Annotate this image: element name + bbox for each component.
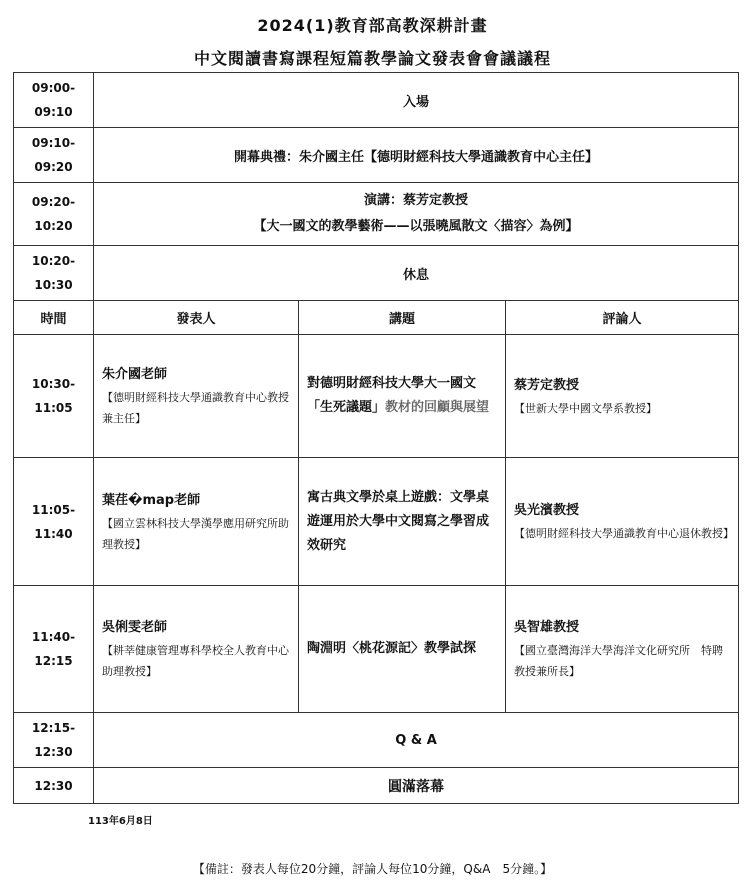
time-cell xyxy=(14,713,94,768)
session-row-keynote xyxy=(14,183,739,246)
commentator-name: 吳智雄教授 xyxy=(514,620,580,635)
session-title: Q & A xyxy=(94,713,739,768)
column-header-presenter: 發表人 xyxy=(94,301,299,335)
time-start: 10:30- xyxy=(31,377,76,391)
column-header-topic: 講題 xyxy=(299,301,506,335)
time-end: 12:30 xyxy=(34,745,73,759)
time-cell xyxy=(14,458,94,586)
agenda-title-line2: 中文閱讀書寫課程短篇教學論文發表會會議議程 xyxy=(193,49,551,68)
presenter-name: 葉荏�map老師 xyxy=(102,492,201,508)
time-cell xyxy=(14,128,94,183)
presentation-row xyxy=(14,335,739,458)
session-row-qa xyxy=(14,713,739,768)
time-end: 11:05 xyxy=(34,401,73,415)
time-cell xyxy=(14,586,94,713)
keynote-cell xyxy=(94,183,739,246)
time-cell xyxy=(14,335,94,458)
agenda-title-line1: 2024(1)教育部高教深耕計畫 xyxy=(257,16,488,35)
time-end: 10:30 xyxy=(34,278,73,292)
session-title: 開幕典禮：朱介國主任【德明財經科技大學通識教育中心主任】 xyxy=(94,128,739,183)
topic-text: 寓古典文學於桌上遊戲：文學桌遊運用於大學中文閱寫之學習成效研究 xyxy=(307,489,490,553)
presenter-affiliation: 【國立雲林科技大學漢學應用研究所助理教授】 xyxy=(102,516,289,551)
commentator-name: 蔡芳定教授 xyxy=(514,377,580,393)
topic-text: 對德明財經科技大學大一國文「生死議題」 xyxy=(307,376,477,415)
session-title: 休息 xyxy=(94,246,739,301)
presenter-cell xyxy=(94,586,299,713)
session-row-break xyxy=(14,246,739,301)
document-date: 113年6月8日 xyxy=(88,816,153,827)
commentator-cell xyxy=(506,335,739,458)
time-end: 11:40 xyxy=(34,526,73,541)
topic-cell xyxy=(299,458,506,586)
time-end: 12:15 xyxy=(34,654,73,668)
column-header-row xyxy=(14,301,739,335)
session-row-opening xyxy=(14,128,739,183)
time-end: 09:10 xyxy=(34,105,73,119)
time-start: 12:15- xyxy=(31,721,76,735)
topic-cell xyxy=(299,586,506,713)
time-cell xyxy=(14,183,94,246)
time-start: 11:05- xyxy=(31,502,76,517)
presentation-row xyxy=(14,458,739,586)
time-start: 10:20- xyxy=(31,254,76,268)
time-end: 10:20 xyxy=(34,219,73,233)
time-start: 09:10- xyxy=(31,136,76,150)
time-end: 09:20 xyxy=(34,160,73,174)
presenter-affiliation: 【德明財經科技大學通識教育中心教授兼主任】 xyxy=(102,391,289,425)
commentator-affiliation: 【世新大學中國文學系教授】 xyxy=(514,401,657,415)
presenter-name: 吳俐雯老師 xyxy=(102,620,168,635)
commentator-affiliation: 【德明財經科技大學通識教育中心退休教授】 xyxy=(514,527,734,540)
commentator-name: 吳光濱教授 xyxy=(514,503,580,518)
session-title: 入場 xyxy=(94,73,739,128)
commentator-cell xyxy=(506,586,739,713)
session-title: 圓滿落幕 xyxy=(94,768,739,804)
presenter-cell xyxy=(94,335,299,458)
presenter-name: 朱介國老師 xyxy=(102,367,168,382)
time-start: 11:40- xyxy=(31,630,76,644)
session-row-entrance xyxy=(14,73,739,128)
commentator-cell xyxy=(506,458,739,586)
keynote-speaker: 演講：蔡芳定教授 xyxy=(364,193,469,208)
presentation-row xyxy=(14,586,739,713)
presenter-affiliation: 【耕莘健康管理專科學校全人教育中心助理教授】 xyxy=(102,644,289,678)
keynote-topic: 【大一國文的教學藝術——以張曉風散文〈描容〉為例】 xyxy=(253,219,579,234)
commentator-affiliation: 【國立臺灣海洋大學海洋文化研究所 特聘教授兼所長】 xyxy=(514,644,723,678)
time-cell xyxy=(14,246,94,301)
column-header-commentator: 評論人 xyxy=(506,301,739,335)
column-header-time: 時間 xyxy=(14,301,94,335)
time-start: 09:00- xyxy=(31,81,76,95)
time-cell xyxy=(14,768,94,804)
topic-text-tail: 教材的回顧與展望 xyxy=(385,400,490,415)
footnote: 【備註：發表人每位20分鐘，評論人每位10分鐘，Q&A 5分鐘。】 xyxy=(192,862,553,876)
time-single: 12:30 xyxy=(34,778,73,793)
agenda-table xyxy=(13,72,739,804)
session-row-closing xyxy=(14,768,739,804)
time-start: 09:20- xyxy=(31,195,76,209)
topic-cell xyxy=(299,335,506,458)
presenter-cell xyxy=(94,458,299,586)
time-cell xyxy=(14,73,94,128)
topic-text: 陶淵明〈桃花源記〉教學試探 xyxy=(307,641,477,656)
